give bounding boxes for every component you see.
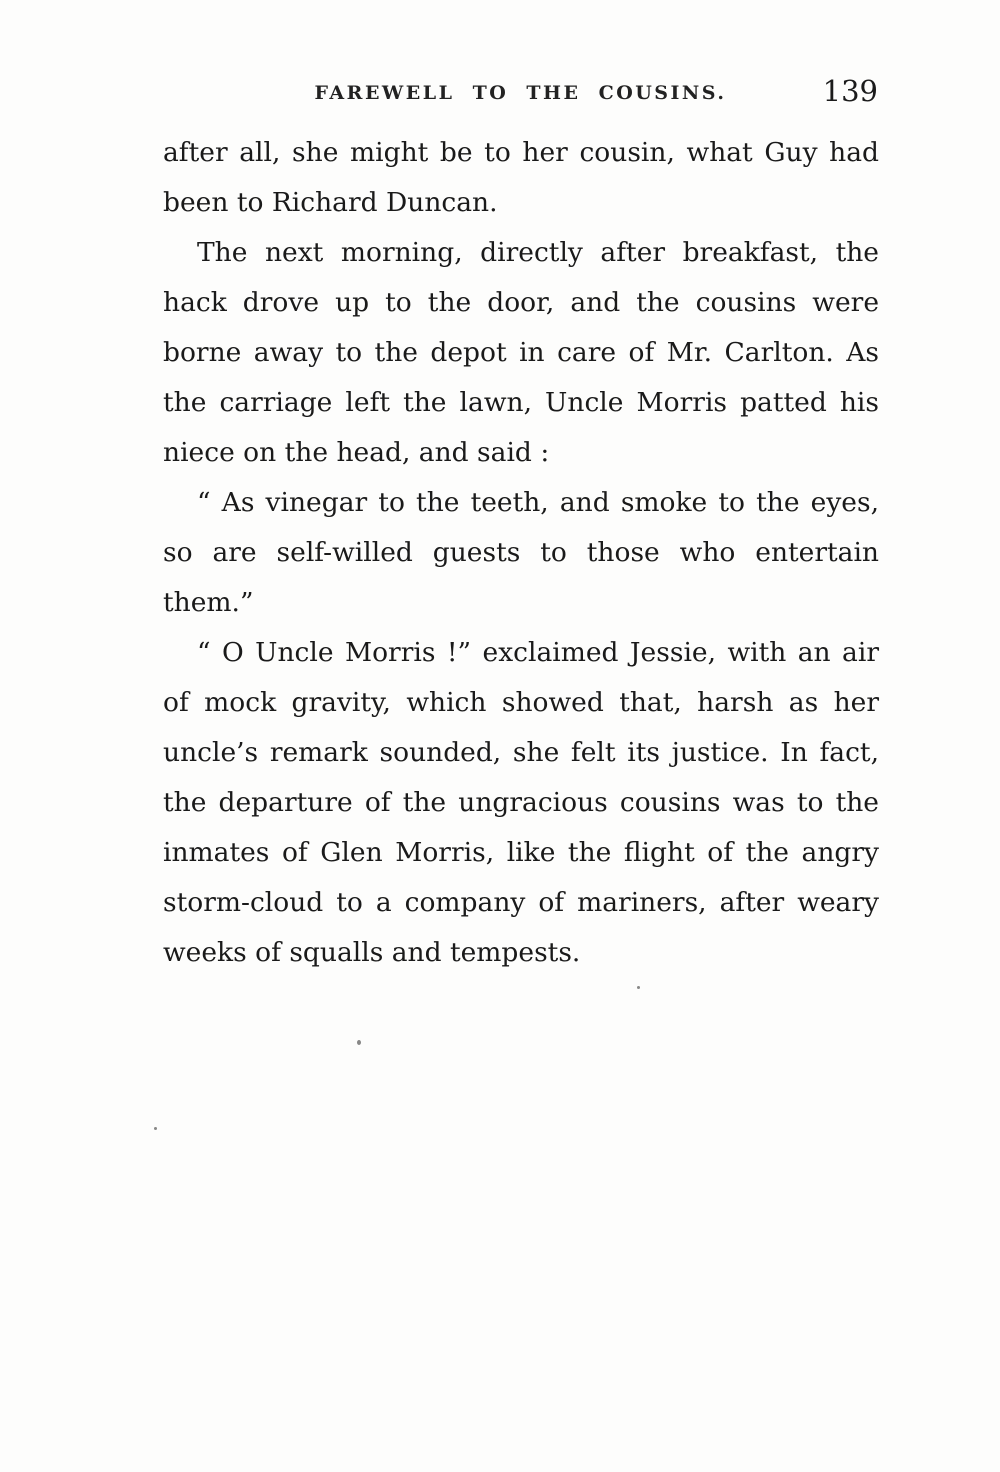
scan-speck bbox=[357, 1040, 361, 1045]
page-number: 139 bbox=[822, 74, 878, 108]
running-title: FAREWELL TO THE COUSINS. bbox=[314, 82, 727, 104]
scan-speck bbox=[154, 1127, 157, 1130]
running-header bbox=[163, 74, 878, 108]
paragraph: “ As vinegar to the teeth, and smoke to the eyes, so are self-willed guests to those who entertain them.” bbox=[163, 487, 879, 618]
paragraph: The next morning, directly after breakfast, the hack drove up to the door, and the cousins were borne away to the depot in care of Mr. Carlton. As the carriage left the lawn, Uncle Morris patted his niece on the head, and said : bbox=[163, 237, 879, 468]
paragraph: after all, she might be to her cousin, what Guy had been to Richard Duncan. bbox=[163, 137, 879, 218]
scan-speck bbox=[637, 986, 640, 989]
paragraph: “ O Uncle Morris !” exclaimed Jessie, with an air of mock gravity, which showed that, harsh as her uncle’s remark sounded, she felt its justice. In fact, the departure of the ungracious cousins was to the inmates of Glen Morris, like the flight of the angry storm-cloud to a company of mariners, after weary weeks of squalls and tempests. bbox=[163, 637, 879, 968]
page-body bbox=[163, 128, 879, 978]
